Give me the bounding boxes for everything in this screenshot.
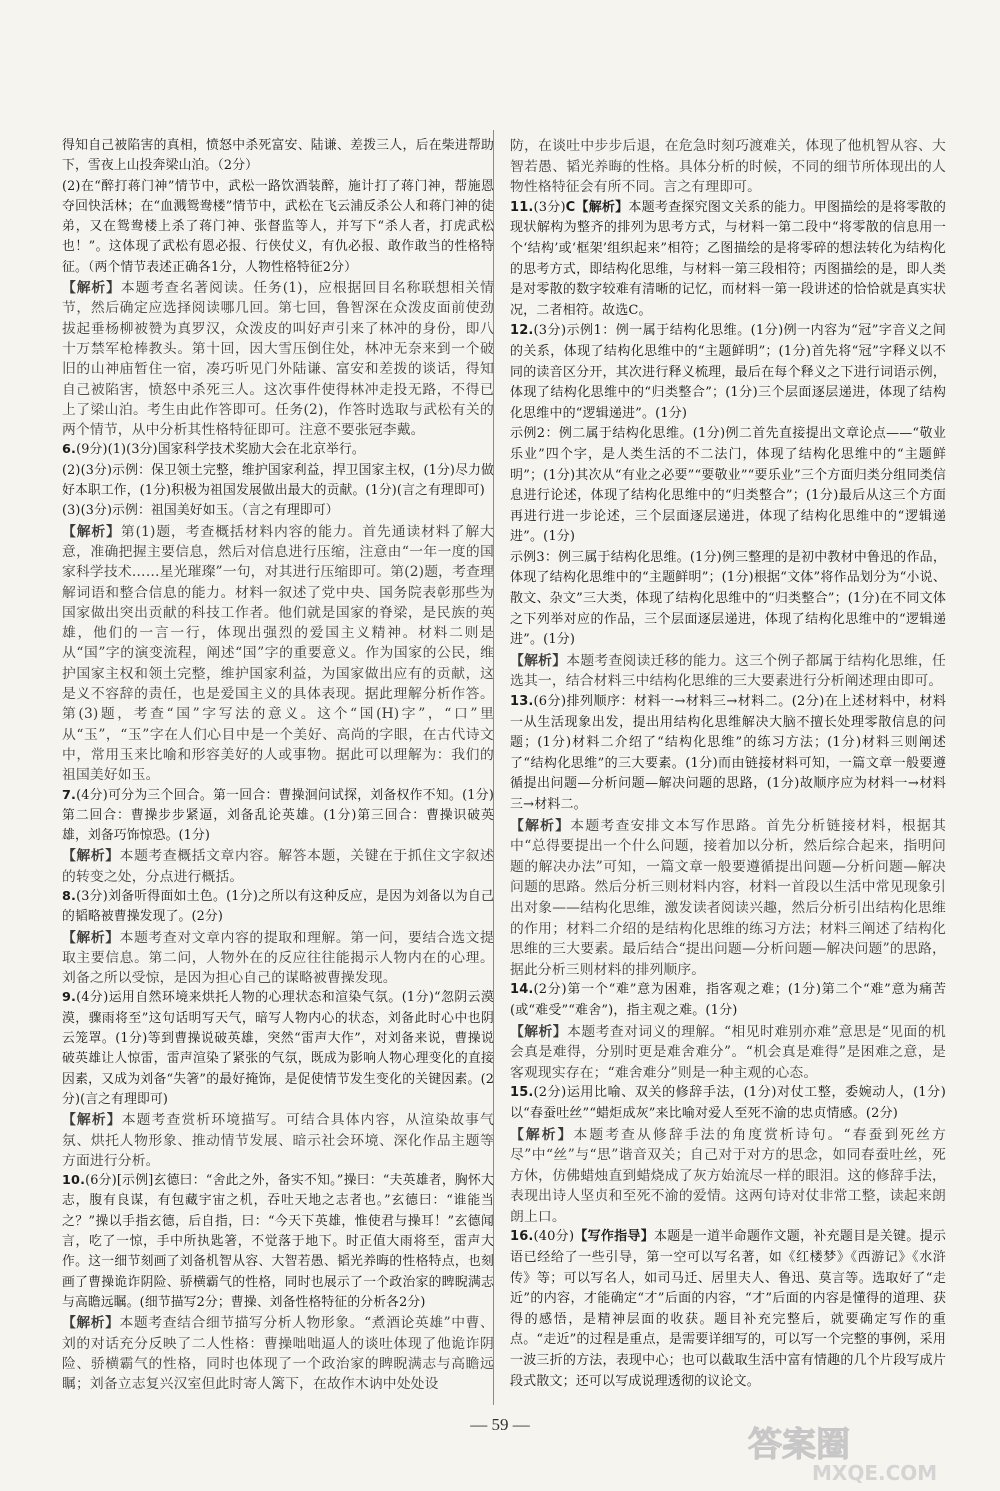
section-tag: 【解析】	[62, 929, 120, 946]
paragraph-text: 本题考查安排文本写作思路。首先分析链接材料，根据其中“总得要提出一个什么问题，接着加以分析，然后综合起来，指明问题的解决办法”可知，一篇文章一般要遵循提出问题—分析问题—解决问题的思路。然后分析三则材料内容，材料一首段以生活中常见现象引出对象——结构化思维，激发读者阅读兴趣，然后分析引出结构化思维的作用；材料二介绍的是结构化思维的练习方法；材料三阐述了结构化思维的三大要素。最后结合“提出问题—分析问题—解决问题”的思路，据此分析三则材料的排列顺序。	[510, 817, 946, 978]
paragraph-text: (2分)运用比喻、双关的修辞手法，(1分)对仗工整，委婉动人，(1分)以“春蚕吐丝”“蜡炬成灰”来比喻对爱人至死不渝的忠贞情感。(2分)	[510, 1085, 946, 1121]
section-tag: 【解析】	[62, 280, 121, 297]
section-tag: 【解析】	[575, 199, 629, 215]
analysis-paragraph	[510, 136, 946, 198]
section-tag: 【解析】	[62, 1112, 122, 1129]
paragraph-text: (4分)可分为三个回合。第一回合：曹操洄问试探，刘备权作不知。(1分)第二回合：曹操步步紧逼，刘备乱论英雄。(1分)第三回合：曹操识破英雄，刘备巧饰惊恐。(1分)	[62, 787, 494, 844]
paragraph-text: 示例3：例三属于结构化思维。(1分)例三整理的是初中教材中鲁迅的作品，体现了结构化思维中的“主题鲜明”；(1分)根据“文体”将作品划分为“小说、散文、杂文”三大类，体现了结构化思维中的“归类整合”；(1分)在不同文体之下列举对应的作品，三个层面逐层递进，体现了结构化思维中的“逻辑递进”。(1分)	[510, 549, 946, 648]
paragraph-text: 本题考查从修辞手法的角度赏析诗句。“春蚕到死丝方尽”中“丝”与“思”谐音双关；自己对于对方的思念，如同春蚕吐丝，死方休，仿佛蜡烛直到蜡烧成了灰方始流尽一样的眼泪。这的修辞手法，表现出诗人坚贞和至死不渝的爱情。这两句诗对仗非常工整，读起来朗朗上口。	[510, 1126, 946, 1225]
paragraph-text: (6分)[示例]玄德曰：“舍此之外，备实不知。”操曰：“夫英雄者，胸怀大志，腹有良谋，有包藏宇宙之机，吞吐天地之志者也。”玄德曰：“谁能当之？”操以手指玄德，后自指，曰：“今天下英雄，惟使君与操耳！”玄德闻言，吃了一惊，手中所执匙箸，不觉落于地下。时正值大雨将至，雷声大作。这一细节刻画了刘备机智从容、大智若愚、韬光养晦的性格特点，也刻画了曹操诡诈阴险、骄横霸气的性格，同时也展示了一个政治家的睥睨满志与高瞻远瞩。(细节描写2分；曹操、刘备性格特征的分析各2分)	[62, 1173, 494, 1310]
question-number: 11.	[510, 199, 534, 215]
question-answer	[62, 440, 494, 460]
question-answer	[510, 1083, 946, 1124]
question-number: 7.	[62, 787, 77, 803]
question-number: 8.	[62, 888, 77, 904]
paragraph-text: (2分)第一个“难”意为困难，指客观之难；(1分)第二个“难”意为痛苦(或“难受”“难舍”)，指主观之难。(1分)	[510, 982, 946, 1018]
analysis-paragraph	[62, 928, 494, 989]
paragraph-text: (9分)(1)(3分)国家科学技术奖励大会在北京举行。	[76, 442, 365, 458]
question-number: 16.	[510, 1229, 534, 1245]
section-tag: 【解析】	[510, 1023, 568, 1040]
paragraph-text: (3分)示例1：例一属于结构化思维。(1分)例一内容为“冠”字音义之间的关系，体现了结构化思维中的“主题鲜明”；(1分)首先将“冠”字释义以不同的读音区分开，其次进行释义梳理，最后在每个释义之下进行词语示例，体现了结构化思维中的“归类整合”；(1分)三个层面逐层递进，体现了结构化思维中的“逻辑递进”。(1分)	[510, 323, 946, 421]
paragraph-text: (6分)排列顺序：材料一→材料三→材料二。(2分)在上述材料中，材料一从生活现象出发，提出用结构化思维解决大脑不擅长处理零散信息的问题；(1分)材料二介绍了“结构化思维”的练习方法；(1分)材料三则阐述了“结构化思维”的三大要素。(1分)而由链接材料可知，一篇文章一般要遵循提出问题—分析问题—解决问题的思路，(1分)故顺序应为材料一→材料三→材料二。	[510, 694, 946, 812]
analysis-paragraph	[62, 1313, 494, 1394]
paragraph-text: 本题考查探究图文关系的能力。甲图描绘的是将零散的现状解构为整齐的排列为思考方式，与材料一第二段中“将零散的信息用一个‘结构’或‘框架’组织起来”相符；乙图描绘的是将零碎的想法转化为结构化的思考方式，即结构化思维，与材料一第三段相符；丙图描绘的是，即人类是对零散的数字较难有清晰的记忆，而材料一第一段讲述的恰恰就是真实状况，二者相符。故选C。	[510, 199, 946, 318]
choice-answer: C	[565, 199, 576, 215]
question-number: 14.	[510, 982, 534, 998]
paragraph-text: 本题考查赏析环境描写。可结合具体内容，从渲染故事气氛、烘托人物形象、推动情节发展、暗示社会环境、深化作品主题等方面进行分析。	[62, 1112, 495, 1169]
score-label: (40分)	[533, 1229, 575, 1245]
paragraph-text: (3)(3分)示例：祖国美好如玉。（言之有理即可）	[62, 503, 339, 519]
analysis-paragraph	[62, 522, 494, 786]
analysis-paragraph	[510, 651, 946, 692]
analysis-paragraph	[62, 846, 494, 887]
paragraph-text: (3分)刘备听得面如土色。(1分)之所以有这种反应，是因为刘备以为自己的韬略被曹操发现了。(2分)	[62, 888, 494, 925]
paragraph-text: (2)(3分)示例：保卫领土完整，维护国家利益，捍卫国家主权，(1分)尽力做好本职工作，(1分)积极为祖国发展做出最大的贡献。(1分)(言之有理即可)	[62, 462, 494, 499]
paragraph-text: (4分)运用自然环境来烘托人物的心理状态和渲染气氛。(1分)“忽阴云漠漠，骤雨将至”这句话明写天气，暗写人物内心的状态，刘备此时心中也阴云笼罩。(1分)等到曹操说破英雄，突然“雷声大作”，对刘备来说，曹操说破英雄让人惊雷，雷声渲染了紧张的气氛，既成为影响人物心理变化的直接因素，又成为刘备“失箸”的最好掩饰，是促使情节发生变化的关键因素。(2分)(言之有理即可)	[62, 990, 494, 1107]
question-number: 15.	[510, 1085, 534, 1101]
question-number: 10.	[62, 1173, 86, 1189]
section-tag: 【解析】	[62, 523, 121, 540]
question-number: 6.	[62, 442, 77, 458]
question-answer	[62, 786, 494, 847]
section-tag: 【解析】	[62, 1315, 120, 1332]
question-answer	[62, 887, 494, 928]
question-answer	[510, 692, 946, 816]
right-column	[510, 136, 946, 1392]
answer-paragraph	[510, 424, 946, 548]
question-answer	[510, 1227, 946, 1392]
paragraph-text: 得知自己被陷害的真相，愤怒中杀死富安、陆谦、差拨三人，后在柴进帮助下，雪夜上山投奔梁山泊。（2分）	[62, 138, 494, 174]
question-answer	[62, 1171, 494, 1313]
section-tag: 【解析】	[62, 848, 120, 865]
answer-paragraph	[62, 177, 494, 278]
score-label: (3分)	[533, 199, 566, 215]
paragraph-text: 本题考查结合细节描写分析人物形象。“煮酒论英雄”中曹、刘的对话充分反映了二人性格：曹操咄咄逼人的谈吐体现了他诡诈阴险、骄横霸气的性格，同时也体现了一个政治家的睥睨满志与高瞻远瞩；刘备立志复兴汉室但此时寄人篱下，在故作木讷中处处设	[62, 1315, 494, 1393]
section-tag: 【解析】	[510, 817, 571, 834]
paragraph-text: 本题考查对词义的理解。“相见时难别亦难”意思是“见面的机会真是难得，分别时更是难舍难分”。“机会真是难得”是困难之意，是客观现实存在；“难舍难分”则是一种主观的心态。	[510, 1023, 947, 1081]
paragraph-text: 本题考查阅读迁移的能力。这三个例子都属于结构化思维，任选其一，结合材料三中结构化思维的三大要素进行分析阐述理由即可。	[510, 652, 946, 690]
section-tag: 【解析】	[510, 1126, 574, 1143]
paragraph-text: 本题是一道半命题作文题，补充题目是关键。提示语已经给了一些引导，第一空可以写名著，如《红楼梦》《西游记》《水浒传》等；可以写名人，如司马迁、居里夫人、鲁迅、莫言等。选取好了“走近”的内容，才能确定“才”后面的内容，“才”后面的内容是懂得的道理、获得的感悟，是精神层面的收获。题目补充完整后，就要确定写作的重点。“走近”的过程是重点，是需要详细写的，可以写一个完整的事例，采用一波三折的方法，表现中心；也可以截取生活中富有情趣的几个片段写成片段式散文；还可以写成说理透彻的议论文。	[510, 1229, 947, 1389]
question-answer	[510, 321, 946, 424]
analysis-paragraph	[510, 816, 946, 981]
question-answer	[62, 988, 494, 1110]
paragraph-text: 第(1)题，考查概括材料内容的能力。首先通读材料了解大意，准确把握主要信息，然后对信息进行压缩，注意由“一年一度的国家科学技术……星光璀璨”一句，对其进行压缩即可。第(2)题，考查理解词语和整合信息的能力。材料一叙述了党中央、国务院表彰那些为国家做出突出贡献的科技工作者。他们就是国家的脊梁，是民族的英雄，他们的一言一行，体现出强烈的爱国主义精神。材料二则是从“国”字的演变流程，阐述“国”字的重要意义。作为国家的公民，维护国家主权和领土完整，维护国家利益，为国家做出应有的贡献，这是义不容辞的责任，也是爱国主义的具体表现。据此理解分析作答。第(3)题，考查“国”字写法的意义。这个“国(H)字”，“口”里从“玉”，“玉”字在人们心目中是一个美好、高尚的字眼，在古代诗文中，常用玉来比喻和形容美好的人或事物。据此可以理解为：我们的祖国美好如玉。	[62, 523, 494, 784]
paragraph-text: 本题考查名著阅读。任务(1)，应根据回目名称联想相关情节，然后确定应选择阅读哪几回。第七回，鲁智深在众泼皮面前使劲拔起垂杨柳被赞为真罗汉，众泼皮的叫好声引来了林冲的身份，即八十万禁军枪棒教头。第十回，因大雪压倒住处，林冲无奈来到一个破旧的山神庙暂住一宿，凑巧听见门外陆谦、富安和差拨的谈话，得知自己被陷害，愤怒中杀死三人。这次事件使得林冲走投无路，不得已上了梁山泊。考生由此作答即可。任务(2)，作答时选取与武松有关的两个情节，从中分析其性格特征即可。注意不要张冠李戴。	[62, 280, 494, 439]
question-number: 12.	[510, 323, 534, 339]
watermark-url: MXQE.COM	[812, 1461, 938, 1485]
analysis-paragraph	[62, 1110, 494, 1171]
question-number: 9.	[62, 990, 77, 1006]
watermark-text: 答案圈	[748, 1425, 850, 1465]
question-answer	[510, 198, 946, 322]
analysis-paragraph	[510, 1022, 946, 1084]
analysis-paragraph	[62, 278, 494, 440]
paragraph-text: 本题考查对文章内容的提取和理解。第一问，要结合选文提取主要信息。第二问，人物外在的反应往往能揭示人物内在的心理。刘备之所以受惊，是因为担心自己的谋略被曹操发现。	[62, 929, 494, 987]
paragraph-text: 本题考查概括文章内容。解答本题，关键在于抓住文字叙述的转变之处，分点进行概括。	[62, 848, 494, 885]
paragraph-text: (2)在“醉打蒋门神”情节中，武松一路饮酒装醉，施计打了蒋门神，帮施恩夺回快活林；在“血溅鸳鸯楼”情节中，武松在飞云浦反杀公人和蒋门神的徒弟，又在鸳鸯楼上杀了蒋门神、张督监等人，并写下“杀人者，打虎武松也！”。这体现了武松有恩必报、行侠仗义，有仇必报、敢作敢当的性格特征。（两个情节表述正确各1分，人物性格特征2分）	[62, 178, 494, 275]
answer-paragraph	[62, 461, 494, 502]
section-tag: 【解析】	[510, 652, 567, 669]
paragraph-text: 示例2：例二属于结构化思维。(1分)例二首先直接提出文章论点——“敬业乐业”四个字，是人类生活的不二法门，体现了结构化思维中的“主题鲜明”；(1分)其次从“有业之必要”“要敬业”“要乐业”三个方面归类分组同类信息进行论述，体现了结构化思维中的“归类整合”；(1分)最后从这三个方面再进行进一步论述，三个层面逐层递进，体现了结构化思维中的“逻辑递进”。(1分)	[510, 426, 946, 545]
answer-paragraph	[62, 501, 494, 521]
answer-paragraph	[510, 548, 946, 651]
left-column	[62, 136, 494, 1394]
section-tag: 【写作指导】	[574, 1229, 654, 1245]
answer-paragraph	[62, 136, 494, 177]
watermark-logo	[742, 1418, 960, 1486]
question-number: 13.	[510, 694, 534, 710]
page-number: — 59 —	[470, 1415, 530, 1434]
paragraph-text: 防，在谈吐中步步后退，在危急时刻巧渡难关，体现了他机智从容、大智若愚、韬光养晦的性格。具体分析的时候，不同的细节所体现出的人物性格特征会有所不同。言之有理即可。	[510, 138, 946, 196]
analysis-paragraph	[510, 1125, 946, 1228]
question-answer	[510, 980, 946, 1021]
